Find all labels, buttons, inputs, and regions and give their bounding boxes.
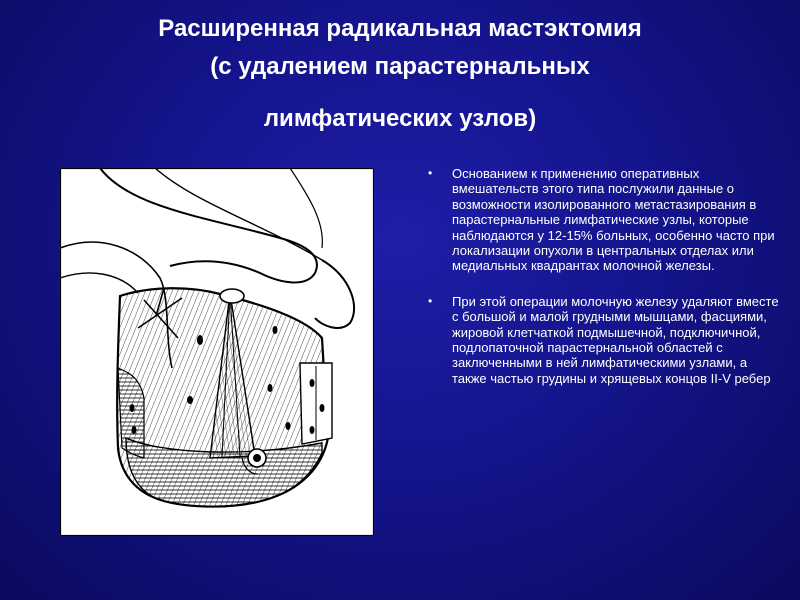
slide-title-line-3: лимфатических узлов) [263, 105, 537, 132]
bullet-list [428, 166, 783, 386]
slide-title-line-1: Расширенная радикальная мастэктомия [158, 15, 642, 42]
bullet-marker: • [428, 166, 433, 180]
surgical-illustration [60, 168, 374, 536]
slide-title-line-2: (с удалением парастернальных [210, 53, 590, 80]
bullet-item [428, 166, 783, 274]
bullet-text: Основанием к применению оперативных вмешательств этого типа послужили данные о возможности изолированного метастазирования в парастернальные лимфатические узлы, которые наблюдаются у 12-15% больных, особенно часто при локализации опухоли в центральных отделах или медиальных квадрантах молочной железы. [452, 166, 775, 274]
bullet-marker: • [428, 293, 433, 308]
bullet-item [428, 294, 783, 386]
retractor-head [220, 289, 244, 303]
bullet-text: При этой операции молочную железу удаляют вместе с большой и малой грудными мышцами, фасциями, жировой клетчаткой подмышечной, подключичной, подлопаточной парастернальной областей с заключенными в ней лимфатическими узлами, а также частью грудины и хрящевых концов II-V ребер [452, 293, 779, 386]
